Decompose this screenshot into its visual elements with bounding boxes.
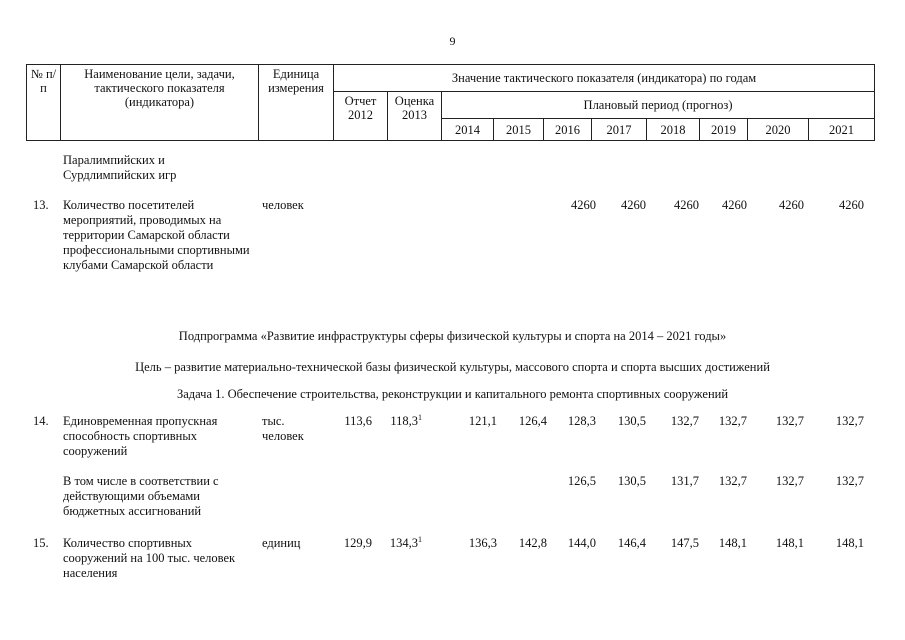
value-2021: 4260 xyxy=(839,198,864,212)
value-2021: 148,1 xyxy=(835,536,864,550)
task-line: Задача 1. Обеспечение строительства, реконструкции и капитального ремонта спортивных сооружений xyxy=(176,387,729,401)
subprogram-title: Подпрограмма «Развитие инфраструктуры сферы физической культуры и спорта на 2014 – 2021 годы» xyxy=(178,329,727,343)
value-2016: 128,3 xyxy=(567,414,596,428)
indicator-name: В том числе в соответствии с действующими объемами бюджетных ассигнований xyxy=(63,474,219,518)
header-year: 2020 xyxy=(748,119,809,141)
page-number: 9 xyxy=(449,34,456,48)
value-2020: 148,1 xyxy=(775,536,804,550)
value-2019: 132,7 xyxy=(718,414,747,428)
value-2020: 4260 xyxy=(779,198,804,212)
value-2018: 4260 xyxy=(674,198,699,212)
header-unit: Единица измерения xyxy=(259,65,334,141)
value-2017: 130,5 xyxy=(617,474,646,488)
value-2014: 121,1 xyxy=(468,414,497,428)
header-report: Отчет 2012 xyxy=(334,92,388,141)
value-2020: 132,7 xyxy=(775,474,804,488)
indicator-name: Количество посетителей мероприятий, проводимых на территории Самарской области профессиональными спортивными клубами Самарской области xyxy=(63,198,250,272)
value-2018: 132,7 xyxy=(670,414,699,428)
unit: человек xyxy=(262,198,304,212)
value-2019: 4260 xyxy=(722,198,747,212)
header-year: 2014 xyxy=(442,119,494,141)
header-year: 2019 xyxy=(700,119,748,141)
footnote-mark: 1 xyxy=(418,413,422,422)
header-name: Наименование цели, задачи, тактического показателя (индикатора) xyxy=(61,65,259,141)
value-2013: 118,3$^1$ xyxy=(390,413,422,428)
unit: единиц xyxy=(262,536,301,550)
unit: тыс. человек xyxy=(262,414,304,443)
value-2012: 129,9 xyxy=(343,536,372,550)
header-estimate: Оценка 2013 xyxy=(388,92,442,141)
header-year: 2021 xyxy=(809,119,875,141)
value-2017: 4260 xyxy=(621,198,646,212)
goal-line: Цель – развитие материально-технической базы физической культуры, массового спорта и спорта высших достижений xyxy=(135,360,770,374)
row-number: 13. xyxy=(33,198,49,212)
value-2013: 134,3$^1$ xyxy=(389,535,422,550)
header-num: № п/п xyxy=(27,65,61,141)
value-2014: 136,3 xyxy=(468,536,497,550)
value-2012: 113,6 xyxy=(344,414,372,428)
value-2019: 148,1 xyxy=(718,536,747,550)
indicator-name: Паралимпийских и Сурдлимпийских игр xyxy=(63,153,177,182)
value-2017: 130,5 xyxy=(617,414,646,428)
header-year: 2017 xyxy=(592,119,647,141)
row-number: 15. xyxy=(33,536,49,550)
footnote-mark: 1 xyxy=(418,535,422,544)
indicator-name: Количество спортивных сооружений на 100 тыс. человек населения xyxy=(63,536,236,580)
header-plan: Плановый период (прогноз) xyxy=(442,92,875,119)
value-2015: 142,8 xyxy=(518,536,547,550)
indicator-name: Единовременная пропускная способность спортивных сооружений xyxy=(63,414,218,458)
header-year: 2015 xyxy=(494,119,544,141)
value-2018: 131,7 xyxy=(670,474,699,488)
row-number: 14. xyxy=(33,414,49,428)
value-2019: 132,7 xyxy=(718,474,747,488)
value-2015: 126,4 xyxy=(518,414,547,428)
value-2018: 147,5 xyxy=(670,536,699,550)
value-2020: 132,7 xyxy=(775,414,804,428)
table-header xyxy=(26,64,875,141)
header-year: 2016 xyxy=(544,119,592,141)
value-2016: 4260 xyxy=(571,198,596,212)
value-2016: 126,5 xyxy=(567,474,596,488)
header-values: Значение тактического показателя (индикатора) по годам xyxy=(334,65,875,92)
value-2016: 144,0 xyxy=(567,536,596,550)
value-2021: 132,7 xyxy=(835,474,864,488)
value-2021: 132,7 xyxy=(835,414,864,428)
header-year: 2018 xyxy=(647,119,700,141)
value-2017: 146,4 xyxy=(617,536,646,550)
